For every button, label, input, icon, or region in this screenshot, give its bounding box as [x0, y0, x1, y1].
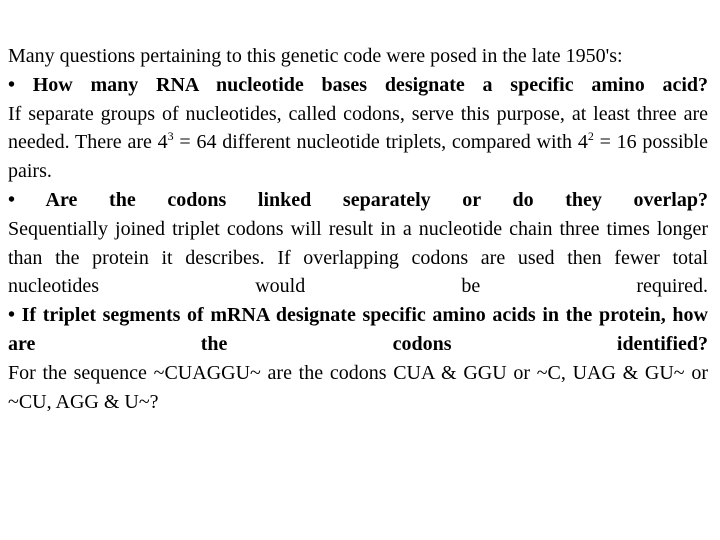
- answer-2: [8, 215, 708, 301]
- question-2-text: • Are the codons linked separately or do they overlap?: [8, 188, 708, 211]
- intro-paragraph: [8, 42, 708, 71]
- answer-1-part-a: If separate groups of nucleotides, called codons, serve this purpose, at least three are needed. There are 4: [8, 102, 708, 154]
- answer-1-part-c: = 16 possible pairs.: [8, 131, 708, 183]
- answer-2-text: Sequentially joined triplet codons will result in a nucleotide chain three times longer than the protein it describes. If overlapping codons are used then fewer total nucleotides would be required.: [8, 217, 708, 298]
- answer-3-text: For the sequence ~CUAGGU~ are the codons CUA & GGU or ~C, UAG & GU~ or ~CU, AGG & U~?: [8, 361, 708, 413]
- answer-1-part-b: = 64 different nucleotide triplets, compared with 4: [173, 131, 588, 154]
- question-1-text: • How many RNA nucleotide bases designate a specific amino acid?: [8, 73, 708, 96]
- answer-3: [8, 359, 708, 417]
- question-3: [8, 301, 708, 359]
- intro-text: Many questions pertaining to this genetic code were posed in the late 1950's:: [8, 45, 623, 67]
- slide-content: [8, 42, 708, 416]
- exponent-3: 3: [167, 129, 174, 144]
- answer-1: [8, 100, 708, 186]
- exponent-2: 2: [587, 129, 594, 144]
- question-3-text: • If triplet segments of mRNA designate specific amino acids in the protein, how are the codons identified?: [8, 304, 708, 355]
- question-1: [8, 71, 708, 100]
- question-2: [8, 186, 708, 215]
